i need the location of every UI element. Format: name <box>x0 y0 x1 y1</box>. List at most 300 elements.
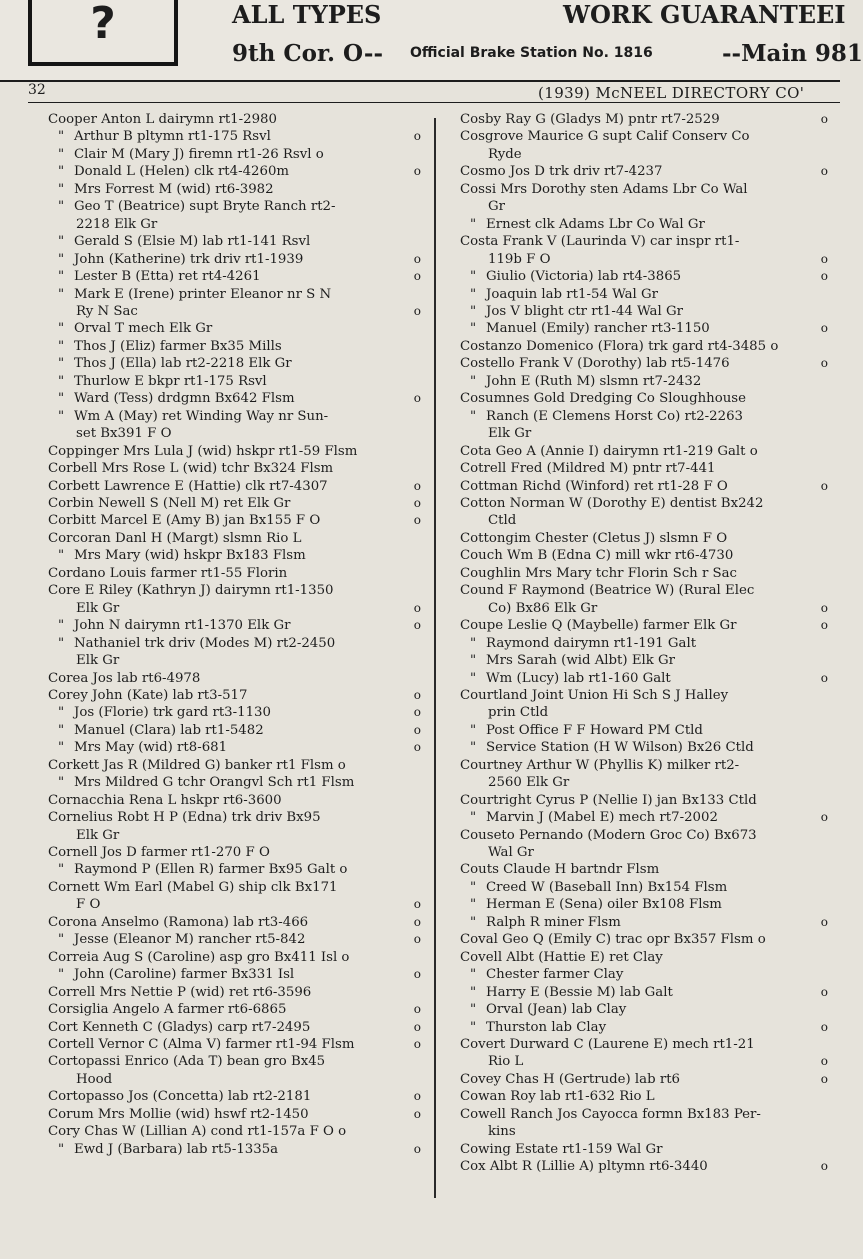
owner-marker: o <box>820 251 828 266</box>
owner-marker: o <box>413 914 421 929</box>
entry-text: Harry E (Bessie M) lab Galt <box>486 984 673 1000</box>
entry-text: Coval Geo Q (Emily C) trac opr Bx357 Flsm o <box>460 932 766 948</box>
directory-entry <box>48 670 421 687</box>
owner-marker: o <box>820 1019 828 1034</box>
entry-text: Cortopassi Enrico (Ada T) bean gro Bx45 <box>48 1054 326 1070</box>
entry-text: Manuel (Clara) lab rt1-5482 <box>74 722 264 738</box>
entry-text: John E (Ruth M) slsmn rt7-2432 <box>486 373 702 389</box>
entry-continuation: Rio L <box>488 1054 524 1070</box>
entry-text: Corsiglia Angelo A farmer rt6-6865 <box>48 1002 287 1018</box>
directory-entry <box>48 984 421 1001</box>
directory-entry <box>48 1053 421 1088</box>
owner-marker: o <box>413 897 421 912</box>
directory-entry <box>460 443 828 460</box>
entry-text: Cooper Anton L dairymn rt1-2980 <box>48 112 277 127</box>
directory-entry <box>48 460 421 477</box>
owner-marker: o <box>413 1141 421 1156</box>
directory-entry <box>48 792 421 809</box>
owner-marker: o <box>413 513 421 528</box>
directory-entry <box>48 565 421 582</box>
column-divider <box>434 118 436 1198</box>
owner-marker: o <box>413 1089 421 1104</box>
owner-marker: o <box>820 321 828 336</box>
entry-text: Thurlow E bkpr rt1-175 Rsvl <box>74 373 267 389</box>
ditto-mark: " <box>57 321 65 337</box>
entry-text: Orval T mech Elk Gr <box>74 321 213 337</box>
directory-entry <box>48 757 421 774</box>
directory-column-right <box>460 111 828 1176</box>
directory-entry <box>460 984 828 1001</box>
directory-entry <box>48 966 421 983</box>
entry-text: Cory Chas W (Lillian A) cond rt1-157a F O o <box>48 1124 347 1140</box>
ditto-mark: " <box>469 740 477 756</box>
owner-marker: o <box>413 722 421 737</box>
directory-entry <box>48 443 421 460</box>
directory-entry <box>48 1001 421 1018</box>
directory-entry <box>460 390 828 407</box>
directory-entry <box>48 512 421 529</box>
owner-marker: o <box>820 478 828 493</box>
directory-entry <box>48 582 421 617</box>
entry-text: Nathaniel trk driv (Modes M) rt2-2450 <box>74 635 336 651</box>
owner-marker: o <box>413 303 421 318</box>
ditto-mark: " <box>57 164 65 180</box>
entry-text: Courtland Joint Union Hi Sch S J Halley <box>460 687 729 703</box>
ditto-mark: " <box>469 984 477 1000</box>
entry-text: Raymond dairymn rt1-191 Galt <box>486 635 697 651</box>
directory-entry <box>48 181 421 198</box>
entry-text: Service Station (H W Wilson) Bx26 Ctld <box>486 740 754 756</box>
ditto-mark: " <box>469 967 477 983</box>
directory-entry <box>460 355 828 372</box>
directory-entry <box>460 1001 828 1018</box>
directory-entry <box>460 530 828 547</box>
entry-text: Cowell Ranch Jos Cayocca formn Bx183 Per- <box>460 1106 761 1122</box>
owner-marker: o <box>413 129 421 144</box>
ditto-mark: " <box>469 321 477 337</box>
ditto-mark: " <box>57 548 65 564</box>
header-rule <box>0 80 840 82</box>
directory-entry <box>460 617 828 634</box>
owner-marker: o <box>413 1019 421 1034</box>
entry-text: Post Office F F Howard PM Ctld <box>486 722 703 738</box>
entry-text: Wm (Lucy) lab rt1-160 Galt <box>486 670 671 686</box>
ad-phone: --Main 981 <box>722 40 863 67</box>
entry-text: Joaquin lab rt1-54 Wal Gr <box>486 286 658 302</box>
entry-continuation: Elk Gr <box>488 426 532 442</box>
entry-text: Correll Mrs Nettie P (wid) ret rt6-3596 <box>48 984 312 1000</box>
directory-entry <box>460 1158 828 1175</box>
ditto-mark: " <box>57 286 65 302</box>
entry-text: Cossi Mrs Dorothy sten Adams Lbr Co Wal <box>460 181 748 197</box>
directory-entry <box>48 931 421 948</box>
directory-entry <box>48 1123 421 1140</box>
entry-continuation: prin Ctld <box>488 705 549 721</box>
entry-text: Correia Aug S (Caroline) asp gro Bx411 Isl o <box>48 949 350 965</box>
entry-text: Cornett Wm Earl (Mabel G) ship clk Bx171 <box>48 879 338 895</box>
entry-text: Cosmo Jos D trk driv rt7-4237 <box>460 164 663 180</box>
directory-entry <box>48 233 421 250</box>
entry-text: Corcoran Danl H (Margt) slsmn Rio L <box>48 530 302 546</box>
entry-text: Clair M (Mary J) firemn rt1-26 Rsvl o <box>74 146 324 162</box>
ditto-mark: " <box>57 146 65 162</box>
directory-entry <box>48 355 421 372</box>
entry-continuation: Ryde <box>488 146 522 162</box>
directory-entry <box>460 1141 828 1158</box>
ditto-mark: " <box>469 914 477 930</box>
directory-entry <box>48 268 421 285</box>
ditto-mark: " <box>469 879 477 895</box>
entry-continuation: F O <box>76 897 101 913</box>
directory-entry <box>460 635 828 652</box>
directory-entry <box>460 216 828 233</box>
entry-text: Wm A (May) ret Winding Way nr Sun- <box>74 408 329 424</box>
owner-marker: o <box>820 1054 828 1069</box>
owner-marker: o <box>413 1002 421 1017</box>
entry-continuation: Hood <box>76 1071 113 1087</box>
entry-text: Gerald S (Elsie M) lab rt1-141 Rsvl <box>74 234 311 250</box>
owner-marker: o <box>413 740 421 755</box>
ditto-mark: " <box>57 967 65 983</box>
entry-continuation: Co) Bx86 Elk Gr <box>488 600 598 616</box>
ditto-mark: " <box>469 810 477 826</box>
entry-text: Ewd J (Barbara) lab rt5-1335a <box>74 1141 279 1157</box>
directory-entry <box>460 163 828 180</box>
directory-entry <box>460 338 828 355</box>
entry-continuation: Elk Gr <box>76 653 120 669</box>
entry-continuation: set Bx391 F O <box>76 426 172 442</box>
entry-text: Corey John (Kate) lab rt3-517 <box>48 687 248 703</box>
entry-continuation: Gr <box>488 199 505 215</box>
ditto-mark: " <box>57 373 65 389</box>
entry-text: Mrs Mary (wid) hskpr Bx183 Flsm <box>74 548 306 564</box>
entry-text: Creed W (Baseball Inn) Bx154 Flsm <box>486 879 728 895</box>
owner-marker: o <box>820 914 828 929</box>
ad-brake-station: Official Brake Station No. 1816 <box>410 45 653 61</box>
directory-entry <box>460 739 828 756</box>
directory-entry <box>460 547 828 564</box>
entry-text: Ward (Tess) drdgmn Bx642 Flsm <box>74 391 295 407</box>
entry-text: Mrs Sarah (wid Albt) Elk Gr <box>486 653 676 669</box>
entry-text: Couts Claude H bartndr Flsm <box>460 862 660 878</box>
ditto-mark: " <box>57 722 65 738</box>
ditto-mark: " <box>57 338 65 354</box>
entry-text: Couch Wm B (Edna C) mill wkr rt6-4730 <box>460 548 734 564</box>
directory-entry <box>460 268 828 285</box>
ditto-mark: " <box>469 635 477 651</box>
ditto-mark: " <box>57 775 65 791</box>
entry-text: Cornacchia Rena L hskpr rt6-3600 <box>48 792 282 808</box>
entry-text: Cottongim Chester (Cletus J) slsmn F O <box>460 530 728 546</box>
ditto-mark: " <box>469 303 477 319</box>
entry-text: John (Caroline) farmer Bx331 Isl <box>74 967 295 983</box>
directory-entry <box>460 1071 828 1088</box>
directory-entry <box>460 495 828 530</box>
directory-entry <box>460 1036 828 1071</box>
ditto-mark: " <box>57 408 65 424</box>
entry-text: Jesse (Eleanor M) rancher rt5-842 <box>74 932 306 948</box>
owner-marker: o <box>820 810 828 825</box>
directory-entry <box>48 722 421 739</box>
directory-entry <box>460 792 828 809</box>
entry-continuation: Ctld <box>488 513 517 529</box>
directory-entry <box>48 809 421 844</box>
directory-entry <box>48 1019 421 1036</box>
entry-continuation: 2218 Elk Gr <box>76 216 158 232</box>
entry-text: Corbett Lawrence E (Hattie) clk rt7-4307 <box>48 478 328 494</box>
entry-text: Chester farmer Clay <box>486 967 624 983</box>
entry-text: Corbin Newell S (Nell M) ret Elk Gr <box>48 495 291 511</box>
ditto-mark: " <box>57 199 65 215</box>
entry-text: Courtright Cyrus P (Nellie I) jan Bx133 Ctld <box>460 792 757 808</box>
entry-text: Coughlin Mrs Mary tchr Florin Sch r Sac <box>460 565 738 581</box>
entry-text: Geo T (Beatrice) supt Bryte Ranch rt2- <box>74 199 336 215</box>
entry-text: Coppinger Mrs Lula J (wid) hskpr rt1-59 Flsm <box>48 443 358 459</box>
entry-text: Arthur B pltymn rt1-175 Rsvl <box>74 129 271 145</box>
entry-text: John (Katherine) trk driv rt1-1939 <box>74 251 304 267</box>
directory-entry <box>48 635 421 670</box>
directory-entry <box>460 809 828 826</box>
directory-entry <box>460 233 828 268</box>
ditto-mark: " <box>57 356 65 372</box>
entry-text: Jos (Florie) trk gard rt3-1130 <box>74 705 271 721</box>
entry-text: Corona Anselmo (Ramona) lab rt3-466 <box>48 914 309 930</box>
ditto-mark: " <box>57 234 65 250</box>
entry-text: Corbell Mrs Rose L (wid) tchr Bx324 Flsm <box>48 461 334 477</box>
directory-entry <box>48 1088 421 1105</box>
ad-address: 9th Cor. O-- <box>232 40 383 67</box>
entry-text: Cosgrove Maurice G supt Calif Conserv Co <box>460 129 750 145</box>
directory-entry <box>460 1088 828 1105</box>
advertisement-banner <box>0 0 863 80</box>
directory-entry <box>48 914 421 931</box>
directory-entry <box>460 565 828 582</box>
directory-entry <box>460 460 828 477</box>
entry-text: Core E Riley (Kathryn J) dairymn rt1-1350 <box>48 583 334 599</box>
owner-marker: o <box>413 705 421 720</box>
directory-entry <box>460 303 828 320</box>
directory-entry <box>460 670 828 687</box>
ad-question-mark: ? <box>90 0 116 49</box>
entry-text: Cotrell Fred (Mildred M) pntr rt7-441 <box>460 461 716 477</box>
directory-entry <box>48 251 421 268</box>
owner-marker: o <box>413 600 421 615</box>
directory-entry <box>48 495 421 512</box>
entry-text: Ranch (E Clemens Horst Co) rt2-2263 <box>486 408 743 424</box>
directory-entry <box>460 914 828 931</box>
directory-entry <box>460 181 828 216</box>
entry-text: Cornell Jos D farmer rt1-270 F O <box>48 845 270 861</box>
entry-text: Corum Mrs Mollie (wid) hswf rt2-1450 <box>48 1106 309 1122</box>
ditto-mark: " <box>469 408 477 424</box>
entry-text: Costa Frank V (Laurinda V) car inspr rt1- <box>460 234 740 250</box>
ditto-mark: " <box>57 269 65 285</box>
owner-marker: o <box>820 600 828 615</box>
ditto-mark: " <box>57 618 65 634</box>
entry-text: Costello Frank V (Dorothy) lab rt5-1476 <box>460 356 730 372</box>
entry-text: Marvin J (Mabel E) mech rt7-2002 <box>486 810 718 826</box>
entry-text: Thos J (Eliz) farmer Bx35 Mills <box>74 338 282 354</box>
ad-headline-left: ALL TYPES <box>232 0 382 29</box>
owner-marker: o <box>820 269 828 284</box>
ditto-mark: " <box>469 286 477 302</box>
directory-entry <box>460 861 828 878</box>
owner-marker: o <box>413 618 421 633</box>
entry-continuation: Wal Gr <box>488 845 534 861</box>
directory-entry <box>48 547 421 564</box>
directory-entry <box>48 478 421 495</box>
directory-entry <box>460 320 828 337</box>
ditto-mark: " <box>57 251 65 267</box>
entry-text: Donald L (Helen) clk rt4-4260m <box>74 164 290 180</box>
owner-marker: o <box>820 112 828 126</box>
entry-text: Jos V blight ctr rt1-44 Wal Gr <box>486 303 683 319</box>
entry-continuation: Elk Gr <box>76 827 120 843</box>
owner-marker: o <box>413 251 421 266</box>
entry-text: Lester B (Etta) ret rt4-4261 <box>74 269 261 285</box>
entry-continuation: 119b F O <box>488 251 551 267</box>
directory-entry <box>48 146 421 163</box>
entry-continuation: kins <box>488 1124 516 1140</box>
entry-text: Thos J (Ella) lab rt2-2218 Elk Gr <box>74 356 292 372</box>
entry-text: Herman E (Sena) oiler Bx108 Flsm <box>486 897 722 913</box>
entry-text: Cottman Richd (Winford) ret rt1-28 F O <box>460 478 728 494</box>
entry-continuation: Ry N Sac <box>76 303 138 319</box>
entry-text: Orval (Jean) lab Clay <box>486 1002 627 1018</box>
entry-text: Cosumnes Gold Dredging Co Sloughhouse <box>460 391 746 407</box>
directory-entry <box>48 774 421 791</box>
entry-text: Cota Geo A (Annie I) dairymn rt1-219 Galt o <box>460 443 758 459</box>
ditto-mark: " <box>469 1002 477 1018</box>
directory-entry <box>460 1019 828 1036</box>
directory-entry <box>48 844 421 861</box>
running-head-rule <box>28 102 840 103</box>
directory-entry <box>48 286 421 321</box>
entry-text: Couseto Pernando (Modern Groc Co) Bx673 <box>460 827 757 843</box>
directory-entry <box>48 390 421 407</box>
entry-text: Cortopasso Jos (Concetta) lab rt2-2181 <box>48 1089 312 1105</box>
entry-text: Cotton Norman W (Dorothy E) dentist Bx242 <box>460 495 764 511</box>
entry-text: Cowing Estate rt1-159 Wal Gr <box>460 1141 663 1157</box>
entry-text: Coupe Leslie Q (Maybelle) farmer Elk Gr <box>460 618 737 634</box>
entry-text: Cortell Vernor C (Alma V) farmer rt1-94 Flsm <box>48 1037 355 1053</box>
ditto-mark: " <box>469 1019 477 1035</box>
directory-entry <box>48 1141 421 1158</box>
directory-entry <box>48 861 421 878</box>
directory-entry <box>48 320 421 337</box>
entry-continuation: 2560 Elk Gr <box>488 775 570 791</box>
ditto-mark: " <box>57 1141 65 1157</box>
entry-text: Costanzo Domenico (Flora) trk gard rt4-3485 o <box>460 338 779 354</box>
entry-text: Ernest clk Adams Lbr Co Wal Gr <box>486 216 705 232</box>
directory-entry <box>48 111 421 128</box>
directory-entry <box>48 128 421 145</box>
ditto-mark: " <box>57 862 65 878</box>
owner-marker: o <box>413 1037 421 1052</box>
directory-entry <box>48 949 421 966</box>
ditto-mark: " <box>57 635 65 651</box>
ditto-mark: " <box>57 705 65 721</box>
entry-text: Mrs Mildred G tchr Orangvl Sch rt1 Flsm <box>74 775 355 791</box>
entry-text: Manuel (Emily) rancher rt3-1150 <box>486 321 710 337</box>
directory-entry <box>48 1036 421 1053</box>
entry-text: Corea Jos lab rt6-4978 <box>48 670 201 686</box>
owner-marker: o <box>820 1159 828 1174</box>
entry-text: Covey Chas H (Gertrude) lab rt6 <box>460 1071 681 1087</box>
ditto-mark: " <box>57 181 65 197</box>
entry-text: Covell Albt (Hattie E) ret Clay <box>460 949 663 965</box>
directory-entry <box>460 111 828 128</box>
directory-entry <box>48 1106 421 1123</box>
owner-marker: o <box>413 391 421 406</box>
entry-continuation: Elk Gr <box>76 600 120 616</box>
directory-entry <box>48 198 421 233</box>
ditto-mark: " <box>57 740 65 756</box>
directory-entry <box>460 966 828 983</box>
directory-entry <box>48 163 421 180</box>
directory-entry <box>460 931 828 948</box>
directory-entry <box>460 128 828 163</box>
ditto-mark: " <box>469 670 477 686</box>
directory-entry <box>48 687 421 704</box>
entry-text: Raymond P (Ellen R) farmer Bx95 Galt o <box>74 862 348 878</box>
directory-entry <box>48 408 421 443</box>
entry-text: John N dairymn rt1-1370 Elk Gr <box>74 618 291 634</box>
owner-marker: o <box>820 164 828 179</box>
directory-entry <box>460 286 828 303</box>
directory-entry <box>48 739 421 756</box>
directory-entry <box>460 478 828 495</box>
owner-marker: o <box>820 618 828 633</box>
entry-text: Ralph R miner Flsm <box>486 914 621 930</box>
ditto-mark: " <box>469 216 477 232</box>
directory-entry <box>460 879 828 896</box>
directory-entry <box>48 704 421 721</box>
entry-text: Corkett Jas R (Mildred G) banker rt1 Flsm o <box>48 757 346 773</box>
ditto-mark: " <box>57 391 65 407</box>
entry-text: Courtney Arthur W (Phyllis K) milker rt2- <box>460 757 740 773</box>
directory-entry <box>460 896 828 913</box>
entry-text: Cound F Raymond (Beatrice W) (Rural Elec <box>460 583 755 599</box>
entry-text: Mark E (Irene) printer Eleanor nr S N <box>74 286 332 302</box>
directory-entry <box>460 687 828 722</box>
ad-headline-right: WORK GUARANTEEI <box>563 0 846 29</box>
directory-entry <box>460 1106 828 1141</box>
directory-entry <box>460 408 828 443</box>
directory-entry <box>48 373 421 390</box>
owner-marker: o <box>413 1106 421 1121</box>
directory-entry <box>460 949 828 966</box>
directory-entry <box>48 338 421 355</box>
directory-entry <box>460 757 828 792</box>
ditto-mark: " <box>469 269 477 285</box>
directory-entry <box>48 617 421 634</box>
directory-entry <box>460 827 828 862</box>
owner-marker: o <box>413 478 421 493</box>
owner-marker: o <box>820 984 828 999</box>
entry-text: Cort Kenneth C (Gladys) carp rt7-2495 <box>48 1019 311 1035</box>
owner-marker: o <box>820 670 828 685</box>
owner-marker: o <box>413 967 421 982</box>
page-number: 32 <box>28 82 46 98</box>
owner-marker: o <box>820 1071 828 1086</box>
owner-marker: o <box>413 269 421 284</box>
directory-entry <box>460 582 828 617</box>
entry-text: Covert Durward C (Laurene E) mech rt1-21 <box>460 1037 755 1053</box>
ditto-mark: " <box>57 932 65 948</box>
owner-marker: o <box>820 356 828 371</box>
entry-text: Giulio (Victoria) lab rt4-3865 <box>486 269 682 285</box>
